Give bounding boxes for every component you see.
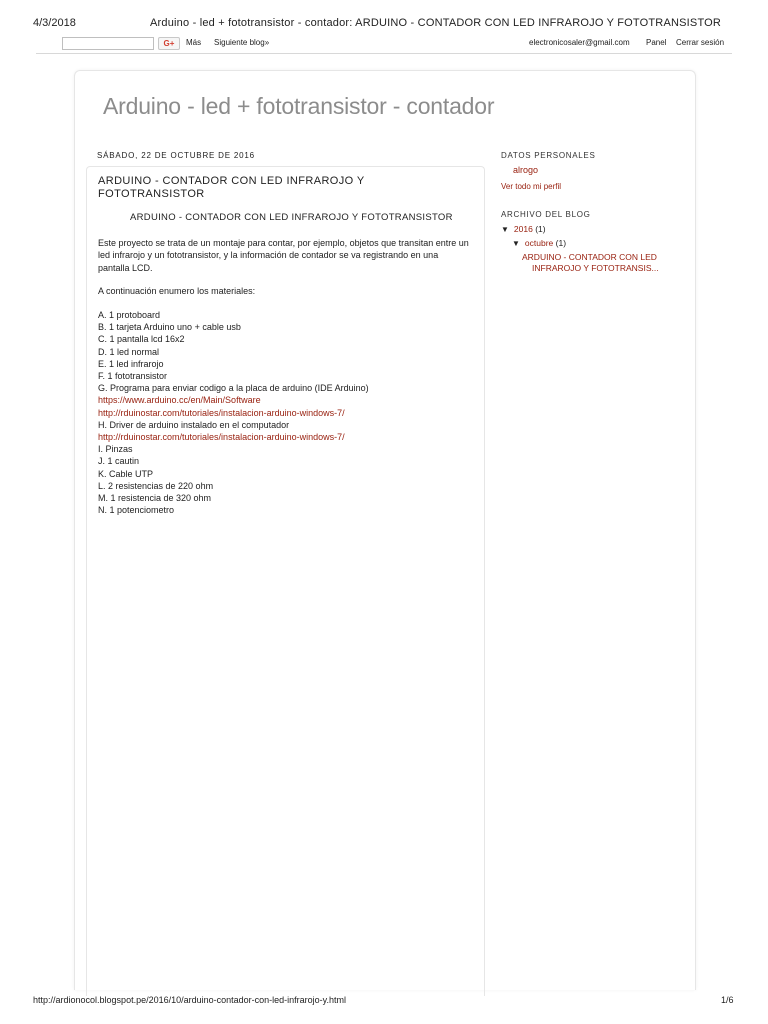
post-title[interactable]: ARDUINO - CONTADOR CON LED INFRAROJO Y FOTOTRANSISTOR [98, 175, 365, 200]
blogger-navbar [36, 32, 732, 54]
list-item: H. Driver de arduino instalado en el computador [98, 419, 290, 430]
rduinostar-link[interactable]: http://rduinostar.com/tutoriales/instalacion-arduino-windows-7/ [98, 407, 345, 418]
archive-year-link[interactable]: 2016 [513, 224, 533, 234]
search-input[interactable] [62, 37, 154, 50]
list-item: L. 2 resistencias de 220 ohm [98, 480, 214, 491]
profile-heading: DATOS PERSONALES [501, 151, 596, 160]
list-item: N. 1 potenciometro [98, 505, 175, 516]
google-plus-button[interactable]: G+ [158, 37, 180, 50]
list-item: K. Cable UTP [98, 468, 154, 479]
next-blog-link[interactable]: Siguiente blog» [214, 38, 270, 47]
list-item: G. Programa para enviar codigo a la placa de arduino (IDE Arduino) [98, 383, 369, 394]
list-item: F. 1 fototransistor [98, 371, 168, 382]
list-item: C. 1 pantalla lcd 16x2 [98, 334, 185, 345]
archive-post-link[interactable] [522, 252, 672, 273]
archive-heading: ARCHIVO DEL BLOG [501, 210, 591, 219]
triangle-down-icon[interactable]: ▼ [512, 239, 520, 248]
list-item: A. 1 protoboard [98, 310, 161, 320]
materials-lead: A continuación enumero los materiales: [98, 286, 256, 296]
logout-link[interactable]: Cerrar sesión [676, 38, 725, 47]
blog-title[interactable]: Arduino - led + fototransistor - contador [103, 93, 495, 119]
panel-link[interactable]: Panel [646, 38, 667, 47]
profile-name-link[interactable]: alrogo [513, 165, 539, 175]
list-item: I. Pinzas [98, 444, 133, 455]
print-page-number: 1/6 [721, 995, 734, 1005]
archive-year-row[interactable] [501, 224, 546, 234]
list-item: B. 1 tarjeta Arduino uno + cable usb [98, 322, 241, 333]
archive-post-line[interactable]: INFRAROJO Y FOTOTRANSIS... [532, 262, 659, 273]
print-date: 4/3/2018 [33, 17, 76, 29]
rduinostar-driver-link[interactable]: http://rduinostar.com/tutoriales/instalacion-arduino-windows-7/ [98, 432, 345, 443]
post-date-header: SÁBADO, 22 DE OCTUBRE DE 2016 [97, 151, 255, 160]
list-item: E. 1 led infrarojo [98, 358, 164, 369]
archive-month-row[interactable] [512, 238, 566, 248]
archive-year-count: (1) [535, 224, 546, 234]
view-profile-link[interactable]: Ver todo mi perfil [501, 182, 562, 191]
archive-post-line[interactable]: ARDUINO - CONTADOR CON LED [522, 252, 657, 262]
triangle-down-icon[interactable]: ▼ [501, 225, 509, 234]
user-email: electronicosaler@gmail.com [529, 38, 630, 47]
materials-list [98, 309, 369, 516]
post-intro: Este proyecto se trata de un montaje para contar, por ejemplo, objetos que transitan entre un led infrarojo y un fototransistor, y la información de contador se va registrando en una pantalla LCD. [98, 238, 469, 273]
list-item: J. 1 cautin [98, 456, 140, 467]
archive-month-link[interactable]: octubre [524, 238, 554, 248]
archive-month-count: (1) [555, 238, 567, 248]
list-item: M. 1 resistencia de 320 ohm [98, 493, 212, 504]
print-title: Arduino - led + fototransistor - contador: ARDUINO - CONTADOR CON LED INFRAROJO Y FOTOTRANSISTOR [150, 17, 722, 29]
list-item: D. 1 led normal [98, 346, 160, 357]
arduino-software-link[interactable]: https://www.arduino.cc/en/Main/Software [98, 395, 261, 406]
print-url: http://ardionocol.blogspot.pe/2016/10/arduino-contador-con-led-infrarojo-y.html [33, 995, 347, 1005]
more-link[interactable]: Más [186, 38, 202, 47]
post-subtitle: ARDUINO - CONTADOR CON LED INFRAROJO Y FOTOTRANSISTOR [130, 212, 453, 223]
